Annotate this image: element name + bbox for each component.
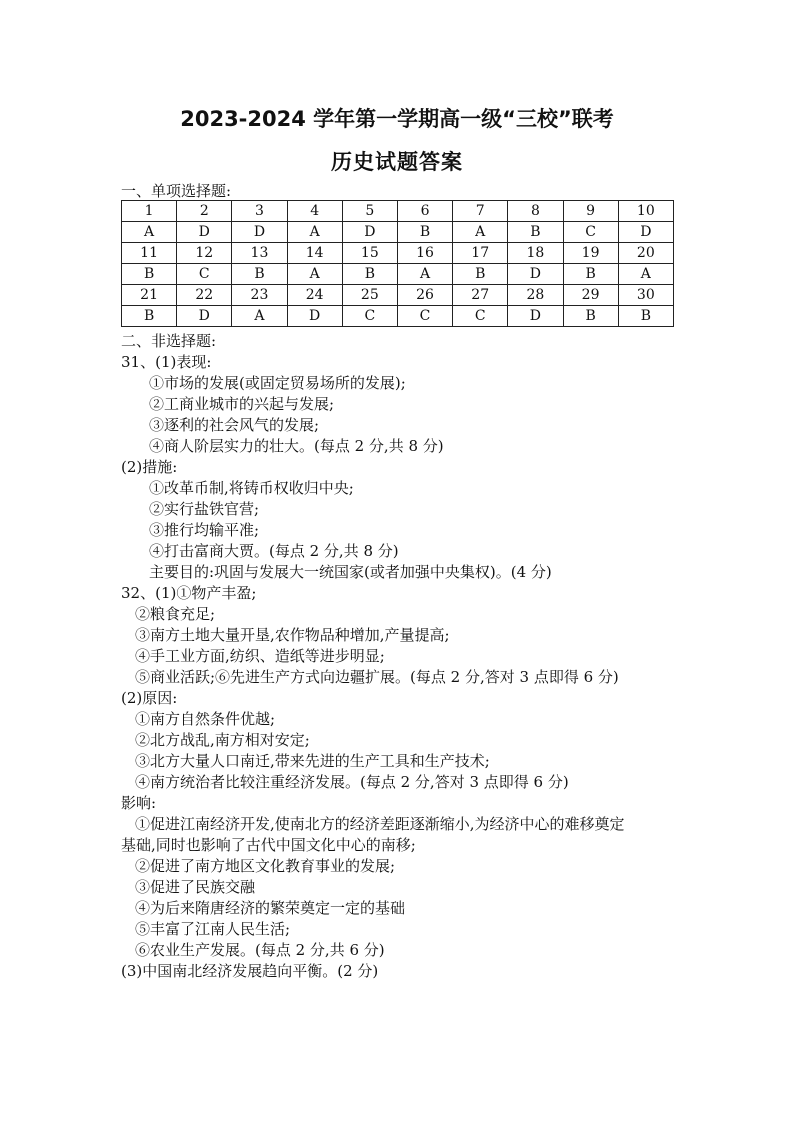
question-number-cell: 21 (122, 285, 177, 306)
answer-row (122, 222, 674, 243)
question-number-cell: 22 (177, 285, 232, 306)
question-number-cell: 11 (122, 243, 177, 264)
answer-line: ③促进了民族交融 (135, 878, 256, 896)
answer-line: ④南方统治者比较注重经济发展。(每点 2 分,答对 3 点即得 6 分) (135, 773, 569, 791)
answer-cell: B (232, 264, 287, 285)
question-number-cell: 20 (618, 243, 673, 264)
answer-cell: A (232, 306, 287, 327)
answer-line: ②实行盐铁官营; (149, 500, 260, 518)
answer-line: ①促进江南经济开发,使南北方的经济差距逐渐缩小,为经济中心的难移奠定 (135, 815, 625, 833)
answer-cell: A (397, 264, 452, 285)
answer-cell: C (342, 306, 397, 327)
question-number-cell: 27 (453, 285, 508, 306)
answer-line: ⑤丰富了江南人民生活; (135, 920, 291, 938)
answer-cell: B (508, 222, 563, 243)
answer-row (122, 264, 674, 285)
section2-heading: 二、非选择题: (121, 332, 217, 350)
answer-cell: B (342, 264, 397, 285)
question-number-cell: 4 (287, 201, 342, 222)
answer-cell: D (618, 222, 673, 243)
answer-line: ②促进了南方地区文化教育事业的发展; (135, 857, 396, 875)
answer-cell: C (177, 264, 232, 285)
answer-line: 主要目的:巩固与发展大一统国家(或者加强中央集权)。(4 分) (149, 563, 552, 581)
answer-row (122, 306, 674, 327)
question-number-row (122, 243, 674, 264)
answer-cell: A (122, 222, 177, 243)
answer-cell: B (453, 264, 508, 285)
answer-cell: B (563, 306, 618, 327)
answer-line: ②粮食充足; (135, 605, 216, 623)
answer-line: ④手工业方面,纺织、造纸等进步明显; (135, 647, 385, 665)
question-number-cell: 2 (177, 201, 232, 222)
question-number-cell: 26 (397, 285, 452, 306)
answer-line: ②北方战乱,南方相对安定; (135, 731, 310, 749)
answer-line: 31、(1)表现: (121, 353, 212, 371)
answer-line: (2)措施: (121, 458, 178, 476)
answer-cell: D (287, 306, 342, 327)
question-number-cell: 13 (232, 243, 287, 264)
answer-cell: D (508, 264, 563, 285)
answer-line: ③逐利的社会风气的发展; (149, 416, 320, 434)
question-number-cell: 6 (397, 201, 452, 222)
answer-cell: C (453, 306, 508, 327)
answer-cell: B (397, 222, 452, 243)
answer-line: ①改革币制,将铸币权收归中央; (149, 479, 354, 497)
question-number-cell: 30 (618, 285, 673, 306)
answer-cell: A (618, 264, 673, 285)
answer-line: 影响: (121, 794, 157, 812)
question-number-cell: 14 (287, 243, 342, 264)
question-number-cell: 8 (508, 201, 563, 222)
question-number-cell: 12 (177, 243, 232, 264)
question-number-cell: 7 (453, 201, 508, 222)
answer-line: ④商人阶层实力的壮大。(每点 2 分,共 8 分) (149, 437, 444, 455)
answer-line: 基础,同时也影响了古代中国文化中心的南移; (121, 836, 416, 854)
answer-line: ①市场的发展(或固定贸易场所的发展); (149, 374, 406, 392)
answer-line: ④为后来隋唐经济的繁荣奠定一定的基础 (135, 899, 406, 917)
answer-line: ①南方自然条件优越; (135, 710, 276, 728)
answer-line: ⑥农业生产发展。(每点 2 分,共 6 分) (135, 941, 385, 959)
question-number-cell: 5 (342, 201, 397, 222)
question-number-cell: 25 (342, 285, 397, 306)
question-number-cell: 15 (342, 243, 397, 264)
answer-table (121, 200, 674, 327)
answer-cell: C (563, 222, 618, 243)
answer-cell: C (397, 306, 452, 327)
answer-cell: A (453, 222, 508, 243)
question-number-cell: 17 (453, 243, 508, 264)
answer-cell: D (177, 222, 232, 243)
section1-heading: 一、单项选择题: (121, 182, 232, 200)
answer-line: ②工商业城市的兴起与发展; (149, 395, 335, 413)
exam-subtitle: 历史试题答案 (331, 150, 463, 174)
exam-title: 2023-2024 学年第一学期高一级“三校”联考 (180, 107, 614, 131)
question-number-cell: 24 (287, 285, 342, 306)
question-number-cell: 28 (508, 285, 563, 306)
answer-line: ③北方大量人口南迁,带来先进的生产工具和生产技术; (135, 752, 490, 770)
answer-cell: B (122, 306, 177, 327)
answer-cell: B (618, 306, 673, 327)
answer-line: ④打击富商大贾。(每点 2 分,共 8 分) (149, 542, 399, 560)
question-number-cell: 9 (563, 201, 618, 222)
question-number-cell: 16 (397, 243, 452, 264)
question-number-cell: 23 (232, 285, 287, 306)
question-number-cell: 10 (618, 201, 673, 222)
answer-line: ⑤商业活跃;⑥先进生产方式向边疆扩展。(每点 2 分,答对 3 点即得 6 分) (135, 668, 619, 686)
answer-line: 32、(1)①物产丰盈; (121, 584, 257, 602)
answer-line: (2)原因: (121, 689, 178, 707)
answer-line: ③南方土地大量开垦,农作物品种增加,产量提高; (135, 626, 450, 644)
question-number-cell: 19 (563, 243, 618, 264)
question-number-cell: 29 (563, 285, 618, 306)
answer-line: ③推行均输平准; (149, 521, 260, 539)
answer-cell: D (232, 222, 287, 243)
answer-cell: A (287, 264, 342, 285)
question-number-row (122, 201, 674, 222)
answer-cell: A (287, 222, 342, 243)
answer-cell: B (563, 264, 618, 285)
answer-cell: B (122, 264, 177, 285)
question-number-row (122, 285, 674, 306)
answer-cell: D (508, 306, 563, 327)
question-number-cell: 1 (122, 201, 177, 222)
question-number-cell: 18 (508, 243, 563, 264)
question-number-cell: 3 (232, 201, 287, 222)
answer-cell: D (342, 222, 397, 243)
answer-line: (3)中国南北经济发展趋向平衡。(2 分) (121, 962, 379, 980)
answer-cell: D (177, 306, 232, 327)
